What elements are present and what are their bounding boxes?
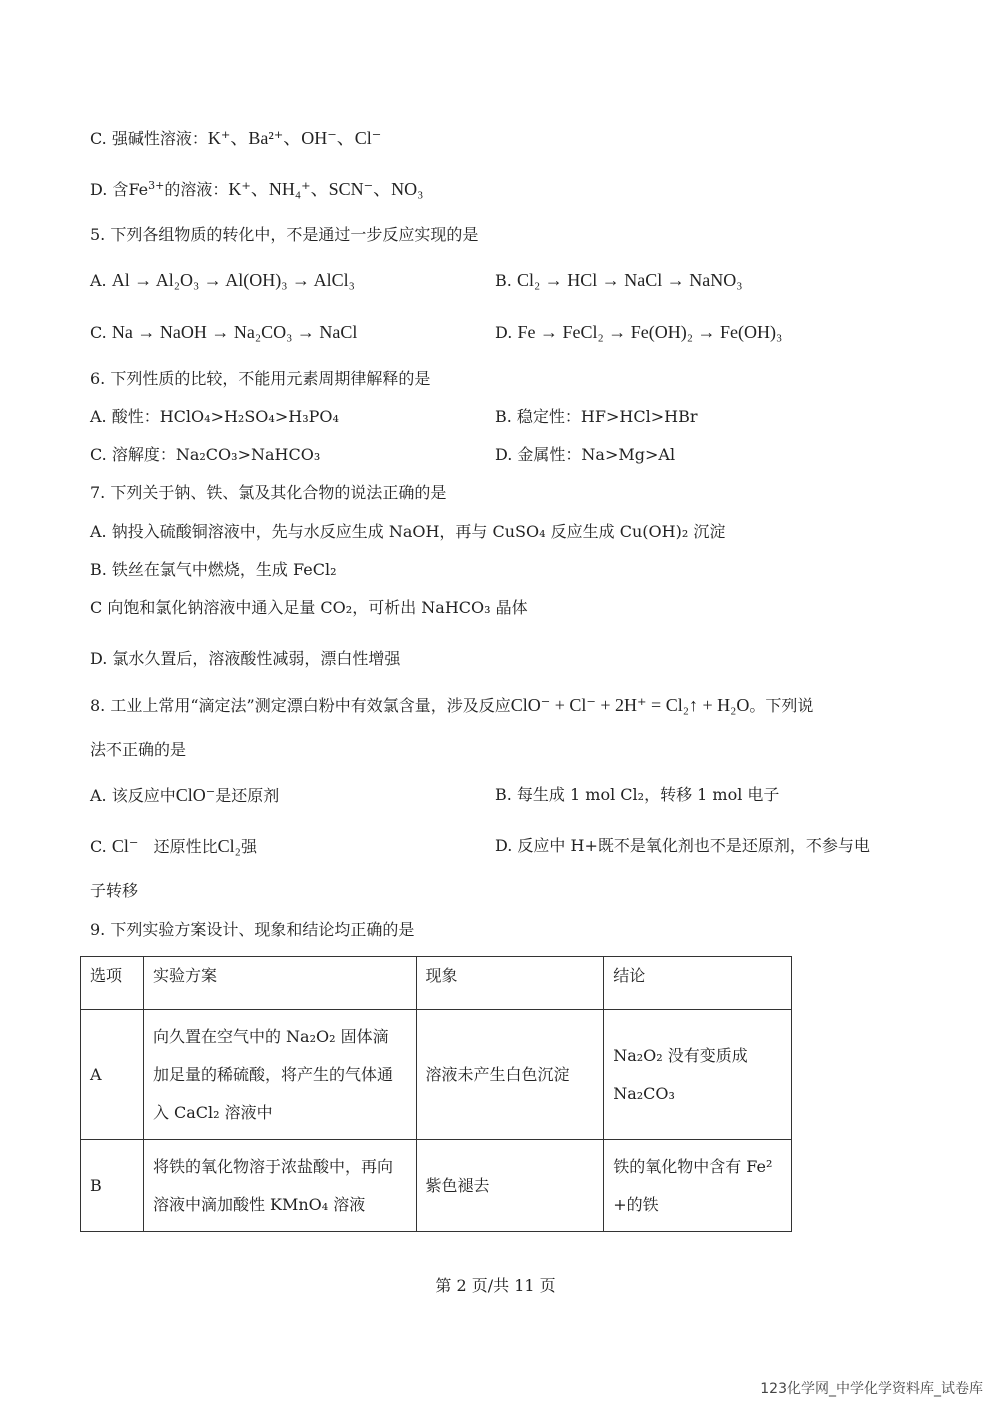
q8-stem-line2: 法不正确的是 — [90, 740, 187, 759]
table-cell-phenomenon: 溶液未产生白色沉淀 — [416, 1010, 604, 1140]
table-header-cell: 实验方案 — [143, 957, 416, 1010]
table-cell-plan: 向久置在空气中的 Na₂O₂ 固体滴 加足量的稀硫酸，将产生的气体通 入 CaCl₂ 溶液中 — [143, 1010, 416, 1140]
table-header-row — [81, 957, 792, 1010]
q4-option-c-ions: K⁺、Ba²⁺、OH⁻、Cl⁻ — [207, 128, 382, 148]
q8-option-b: B. 每生成 1 mol Cl₂，转移 1 mol 电子 — [495, 785, 780, 804]
q7-stem: 7. 下列关于钠、铁、氯及其化合物的说法正确的是 — [90, 483, 447, 502]
q9-stem: 9. 下列实验方案设计、现象和结论均正确的是 — [90, 920, 415, 939]
q6-option-d: D. 金属性：Na>Mg>Al — [495, 445, 676, 464]
q7-option-b: B. 铁丝在氯气中燃烧，生成 FeCl₂ — [90, 560, 337, 579]
watermark-text: 123化学网_中学化学资料库_试卷库 — [760, 1381, 983, 1397]
q8-option-d: D. 反应中 H+既不是氧化剂也不是还原剂，不参与电 — [495, 836, 870, 855]
table-cell-conclusion: Na₂O₂ 没有变质成 Na₂CO₃ — [604, 1010, 792, 1140]
q5-option-d: D. Fe → FeCl₂ → Fe(OH)₂ → Fe(OH)₃ — [495, 322, 783, 342]
q8-option-c: C. Cl⁻ 还原性比Cl₂强 — [90, 836, 257, 856]
table-row — [81, 1140, 792, 1232]
q4-option-d: D. 含$Fe^{3+}$的溶液：K⁺、NH₄⁺、SCN⁻、NO₃ — [90, 179, 424, 199]
q8-option-a: A. 该反应中ClO⁻是还原剂 — [90, 785, 280, 805]
q5-option-a: A. Al → Al₂O₃ → Al(OH)₃ → AlCl₃ — [90, 270, 355, 290]
table-cell-option: A — [81, 1010, 144, 1140]
q7-option-d: D. 氯水久置后，溶液酸性减弱，漂白性增强 — [90, 649, 401, 668]
table-header-cell: 选项 — [81, 957, 144, 1010]
q8-equation: ClO⁻ + Cl⁻ + 2H⁺ = Cl₂↑ + H₂O — [510, 695, 750, 715]
table-row — [81, 1010, 792, 1140]
q6-stem: 6. 下列性质的比较，不能用元素周期律解释的是 — [90, 369, 431, 388]
q5-option-c: C. Na → NaOH → Na₂CO₃ → NaCl — [90, 322, 358, 342]
q6-option-c: C. 溶解度：Na₂CO₃>NaHCO₃ — [90, 445, 321, 464]
q4-option-c: C. 强碱性溶液：K⁺、Ba²⁺、OH⁻、Cl⁻ — [90, 128, 382, 148]
page-footer: 第 2 页/共 11 页 — [435, 1276, 556, 1295]
q7-option-c: C 向饱和氯化钠溶液中通入足量 CO₂，可析出 NaHCO₃ 晶体 — [90, 598, 528, 617]
q5-option-b: B. Cl₂ → HCl → NaCl → NaNO₃ — [495, 270, 743, 290]
table-header-cell: 结论 — [604, 957, 792, 1010]
table-cell-option: B — [81, 1140, 144, 1232]
experiment-table — [80, 956, 792, 1232]
table-cell-plan: 将铁的氧化物溶于浓盐酸中，再向 溶液中滴加酸性 KMnO₄ 溶液 — [143, 1140, 416, 1232]
table-cell-conclusion: 铁的氧化物中含有 Fe² +的铁 — [604, 1140, 792, 1232]
q5-stem: 5. 下列各组物质的转化中，不是通过一步反应实现的是 — [90, 225, 479, 244]
table-header-cell: 现象 — [416, 957, 604, 1010]
q6-option-a: A. 酸性：HClO₄>H₂SO₄>H₃PO₄ — [90, 407, 339, 426]
q6-option-b: B. 稳定性：HF>HCl>HBr — [495, 407, 698, 426]
table-cell-phenomenon: 紫色褪去 — [416, 1140, 604, 1232]
q7-option-a: A. 钠投入硫酸铜溶液中，先与水反应生成 NaOH，再与 CuSO₄ 反应生成 Cu(OH)₂ 沉淀 — [90, 522, 726, 541]
q4-option-d-ions: K⁺、NH₄⁺、SCN⁻、NO₃ — [228, 179, 424, 199]
q8-stem-line1: 8. 工业上常用“滴定法”测定漂白粉中有效氯含量，涉及反应ClO⁻ + Cl⁻ + 2H⁺ = Cl₂↑ + H₂O。下列说 — [90, 695, 814, 715]
q8-option-d-cont: 子转移 — [90, 881, 139, 900]
